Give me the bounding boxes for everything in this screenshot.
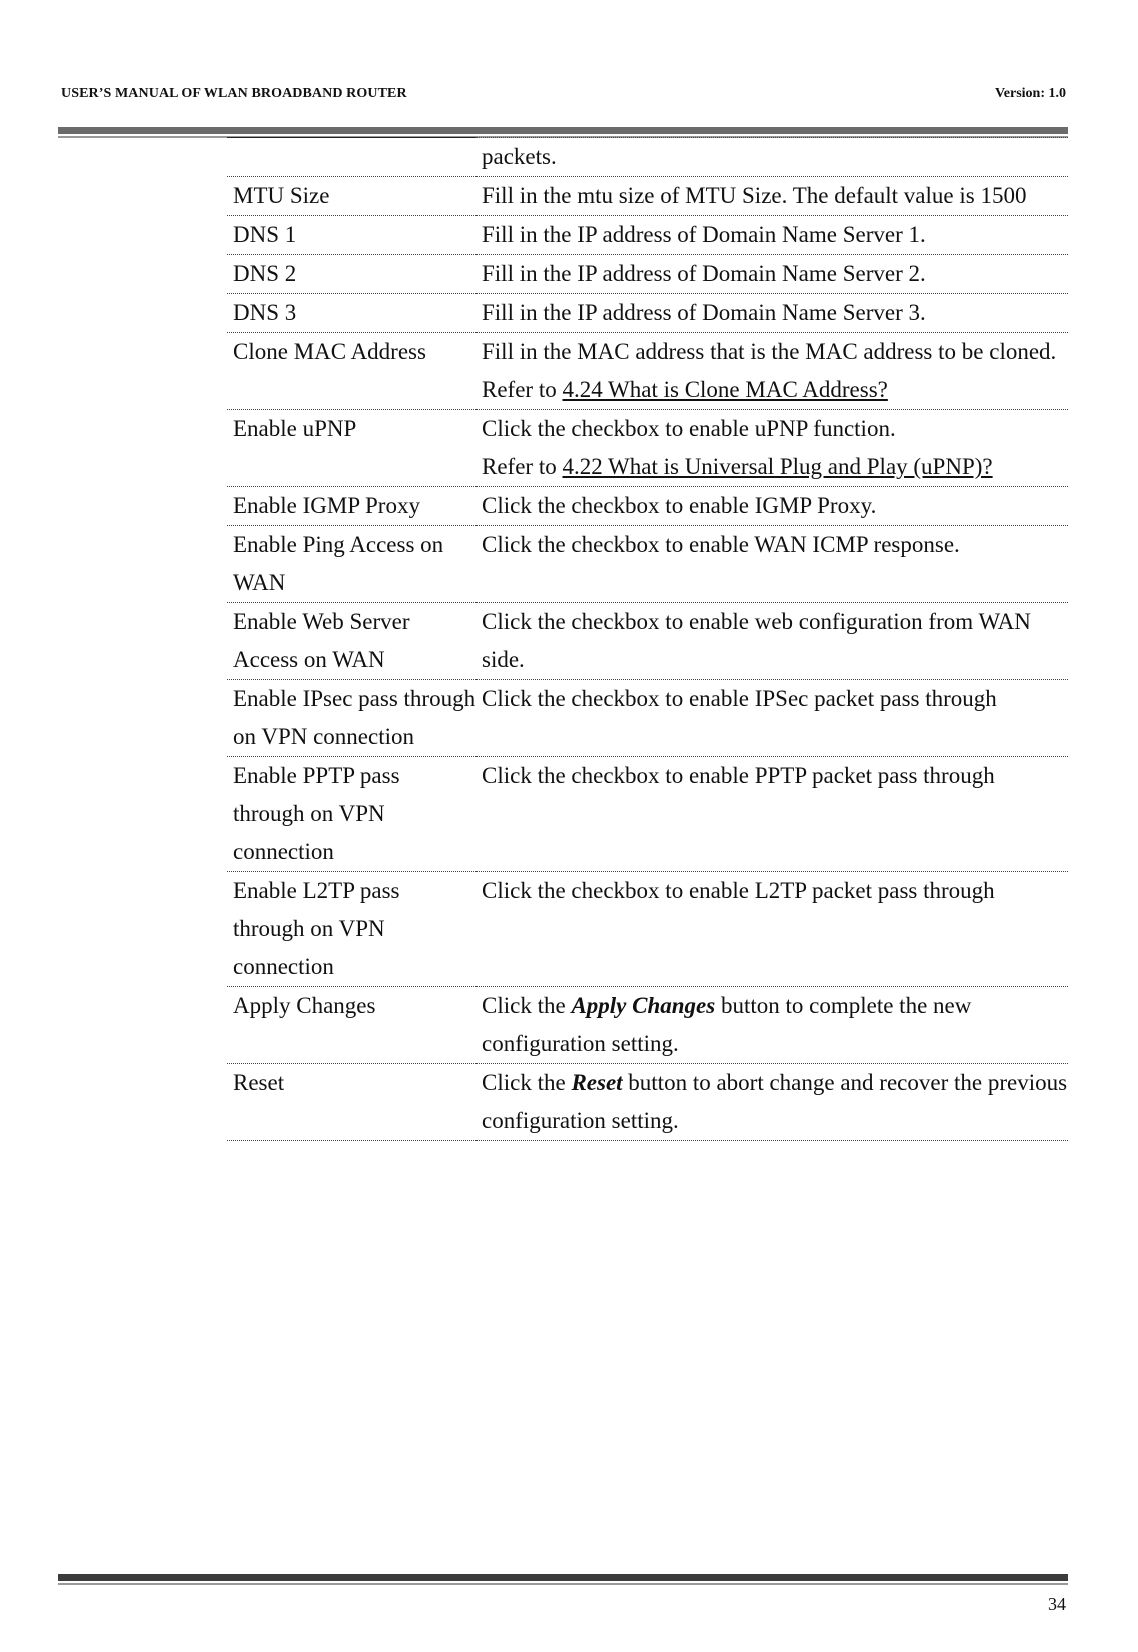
table-row [227,487,1068,526]
table-row [227,526,1068,603]
table-row [227,872,1068,987]
param-desc [476,987,1068,1064]
header-title: USER’S MANUAL OF WLAN BROADBAND ROUTER [61,86,407,101]
param-desc: Click the checkbox to enable L2TP packet pass through [476,872,1068,987]
desc-text: Click the checkbox to enable uPNP function. [482,416,896,441]
clone-mac-link[interactable]: 4.24 What is Clone MAC Address? [562,377,888,402]
param-desc: Fill in the mtu size of MTU Size. The default value is 1500 [476,177,1068,216]
param-name: MTU Size [227,177,476,216]
param-desc: Click the checkbox to enable IPSec packet pass through [476,680,1068,757]
table-row [227,138,1068,177]
param-name: Enable IGMP Proxy [227,487,476,526]
table-row [227,294,1068,333]
desc-text: Fill in the MAC address that is the MAC address to be cloned. Refer to [482,339,1057,402]
param-desc: Fill in the IP address of Domain Name Server 3. [476,294,1068,333]
table-row [227,987,1068,1064]
reset-emphasis: Reset [571,1070,623,1095]
param-name: Enable uPNP [227,410,476,487]
param-name: DNS 3 [227,294,476,333]
table-row [227,255,1068,294]
param-name: Enable L2TP pass through on VPN connection [227,872,476,987]
param-name: Enable Ping Access on WAN [227,526,476,603]
table-row [227,333,1068,410]
param-name: Reset [227,1064,476,1141]
param-desc: Click the checkbox to enable web configuration from WAN side. [476,603,1068,680]
upnp-link[interactable]: 4.22 What is Universal Plug and Play (uPNP)? [562,454,993,479]
table-row [227,757,1068,872]
param-desc [476,410,1068,487]
param-name: Enable IPsec pass through on VPN connection [227,680,476,757]
table-row [227,1064,1068,1141]
desc-text: button to abort change and recover the previous configuration setting. [482,1070,1068,1133]
page-number: 34 [1048,1594,1066,1614]
param-desc: packets. [476,138,1068,177]
param-desc: Click the checkbox to enable WAN ICMP response. [476,526,1068,603]
param-desc: Fill in the IP address of Domain Name Server 1. [476,216,1068,255]
desc-text: Click the [482,993,572,1018]
param-name: Enable Web Server Access on WAN [227,603,476,680]
param-desc: Click the checkbox to enable IGMP Proxy. [476,487,1068,526]
param-name: DNS 2 [227,255,476,294]
table-row [227,177,1068,216]
param-name: DNS 1 [227,216,476,255]
header-version: Version: 1.0 [994,86,1066,101]
footer-rule [58,1574,1068,1586]
desc-text: button to complete the new configuration setting. [482,993,972,1056]
table-row [227,680,1068,757]
param-name: Enable PPTP pass through on VPN connection [227,757,476,872]
param-desc: Click the checkbox to enable PPTP packet pass through [476,757,1068,872]
param-name: Apply Changes [227,987,476,1064]
desc-text: Click the [482,1070,572,1095]
param-name [227,138,476,177]
parameter-table [227,137,1068,1141]
param-desc: Fill in the IP address of Domain Name Server 2. [476,255,1068,294]
param-desc [476,333,1068,410]
table-row [227,603,1068,680]
apply-changes-emphasis: Apply Changes [571,993,716,1018]
desc-text: Refer to [482,454,563,479]
table-row [227,216,1068,255]
param-name: Clone MAC Address [227,333,476,410]
param-desc [476,1064,1068,1141]
table-row [227,410,1068,487]
